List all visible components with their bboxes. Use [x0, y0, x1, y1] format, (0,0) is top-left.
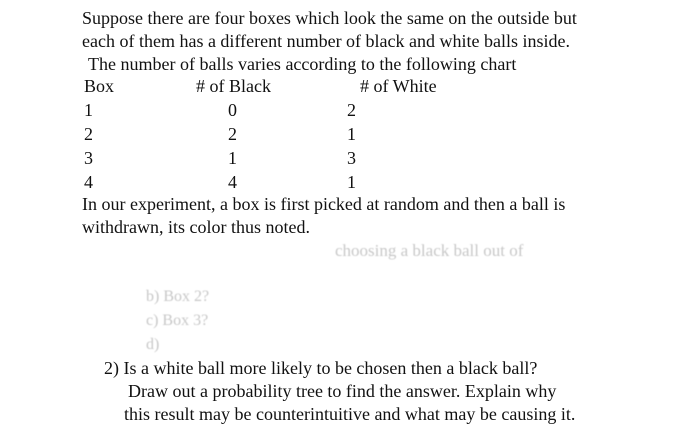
question-2-line-1: 2) Is a white ball more likely to be chosen then a black ball? — [104, 358, 538, 378]
table-cell-white: 1 — [347, 172, 356, 192]
table-cell-white: 1 — [347, 124, 356, 144]
question-2-line-2: Draw out a probability tree to find the answer. Explain why — [128, 381, 557, 401]
intro-line-3: The number of balls varies according to the following chart — [88, 54, 517, 74]
experiment-line-1: In our experiment, a box is first picked at random and then a ball is — [82, 194, 566, 214]
table-cell-black: 1 — [228, 148, 237, 168]
table-cell-box: 3 — [84, 148, 93, 168]
table-cell-black: 4 — [228, 172, 237, 192]
experiment-line-2: withdrawn, its color thus noted. — [82, 217, 310, 237]
table-header-white: # of White — [360, 76, 437, 96]
table-cell-white: 2 — [347, 100, 356, 120]
obscured-option-d: d) — [146, 336, 160, 353]
table-cell-box: 2 — [84, 124, 93, 144]
table-cell-box: 4 — [84, 172, 93, 192]
table-header-black: # of Black — [196, 76, 271, 96]
table-cell-box: 1 — [84, 100, 93, 120]
obscured-option-c: c) Box 3? — [146, 312, 209, 329]
obscured-option-b: b) Box 2? — [146, 288, 210, 305]
table-header-box: Box — [84, 76, 115, 96]
table-cell-black: 0 — [228, 100, 237, 120]
intro-line-1: Suppose there are four boxes which look the same on the outside but — [82, 8, 577, 28]
question-2-line-3: this result may be counterintuitive and what may be causing it. — [124, 404, 576, 424]
table-cell-white: 3 — [347, 148, 356, 168]
intro-line-2: each of them has a different number of black and white balls inside. — [82, 31, 571, 51]
table-cell-black: 2 — [228, 124, 237, 144]
obscured-question-1-text: choosing a black ball out of — [335, 241, 524, 260]
